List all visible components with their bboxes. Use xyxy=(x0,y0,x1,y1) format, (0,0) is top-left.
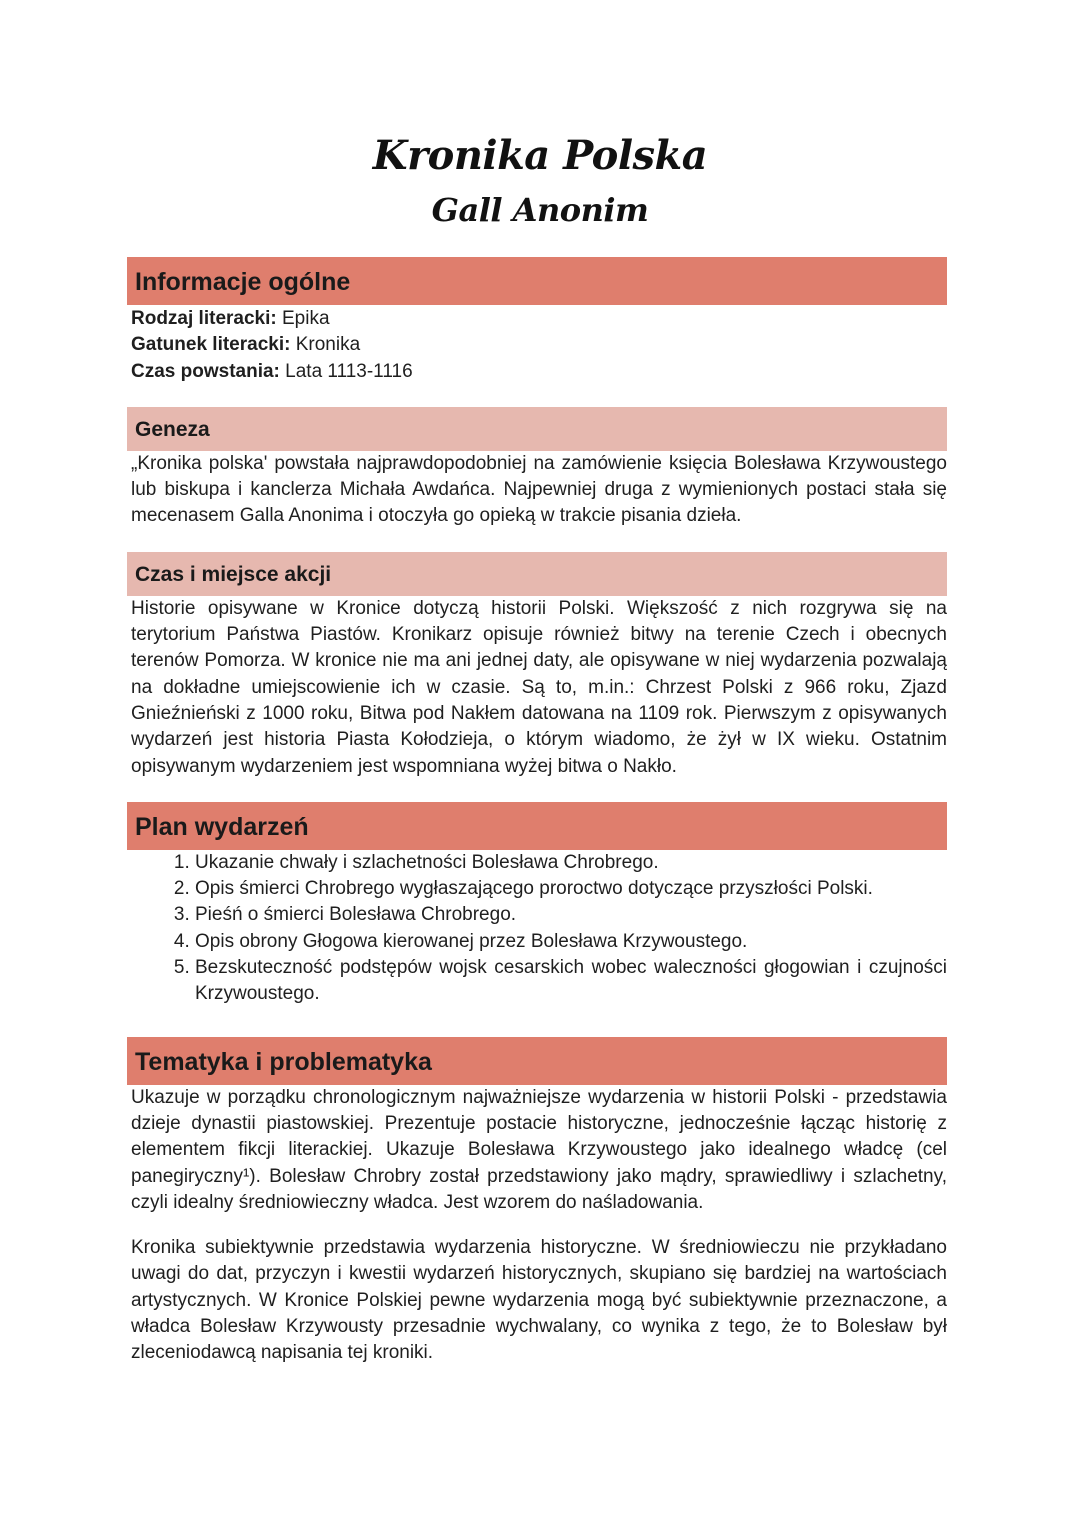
info-value: Lata 1113-1116 xyxy=(279,360,413,382)
list-item: 2. Opis śmierci Chrobrego wygłaszającego proroctwo dotyczące przyszłości Polski. xyxy=(195,876,947,902)
section-heading-geneza: Geneza xyxy=(127,407,947,451)
list-item: 3. Pieśń o śmierci Bolesława Chrobrego. xyxy=(195,902,947,928)
list-item: 4. Opis obrony Głogowa kierowanej przez Bolesława Krzywoustego. xyxy=(195,929,947,955)
section-heading-tematyka: Tematyka i problematyka xyxy=(127,1037,947,1085)
czas-paragraph: Historie opisywane w Kronice dotyczą historii Polski. Większość z nich rozgrywa się na terytorium Państwa Piastów. Kronikarz opisuje również bitwy na terenie Czech i obecnych terenów Pomorza. W kronice nie ma ani jednej daty, ale opisywane w niej wydarzenia pozwalają na dokładne umiejscowienie ich w czasie. Są to, m.in.: Chrzest Polski z 966 roku, Zjazd Gnieźnieński z 1000 roku, Bitwa pod Nakłem datowana na 1109 rok. Pierwszym z opisywanych wydarzeń jest historia Piasta Kołodzieja, o którym wiadomo, że żył w IX wieku. Ostatnim opisywanym wydarzeniem jest wspomniana wyżej bitwa o Nakło. xyxy=(131,597,947,777)
info-row-genre xyxy=(131,332,947,358)
info-value: Kronika xyxy=(290,334,361,356)
section-heading-info: Informacje ogólne xyxy=(127,257,947,305)
tematyka-paragraph-1: Ukazuje w porządku chronologicznym najważniejsze wydarzenia w historii Polski - przedstawia dzieje dynastii piastowskiej. Prezentuje postacie historyczne, jednocześnie łącząc historię z elementem fikcji literackiej. Ukazuje Bolesława Krzywoustego jako idealnego władcę (cel panegiryczny¹). Bolesław Chrobry został przedstawiony jako mądry, sprawiedliwy i szlachetny, czyli idealny średniowieczny władca. Jest wzorem do naśladowania. xyxy=(131,1086,947,1213)
info-value: Epika xyxy=(276,308,330,329)
document-body xyxy=(127,257,947,1367)
info-row-date xyxy=(131,359,947,385)
section-heading-czas: Czas i miejsce akcji xyxy=(127,552,947,596)
tematyka-paragraph-2: Kronika subiektywnie przedstawia wydarzenia historyczne. W średniowieczu nie przykładano uwagi do dat, przyczyn i kwestii wydarzeń historycznych, skupiano się bardziej na wartościach artystycznych. W Kronice Polskiej pewne wydarzenia mogą być subiektywnie przeznaczone, a władca Bolesław Krzywousty przesadnie wychwalany, co wynika z tego, że to Bolesław był zleceniodawcą napisania tej kroniki. xyxy=(131,1237,947,1364)
info-label: Gatunek literacki: xyxy=(131,334,291,356)
list-item: 1. Ukazanie chwały i szlachetności Bolesława Chrobrego. xyxy=(195,850,947,876)
document-title: Kronika Polska xyxy=(372,132,708,179)
info-block xyxy=(127,305,947,385)
document-author: Gall Anonim xyxy=(431,191,649,229)
info-row-genre-kind xyxy=(131,306,947,332)
section-heading-plan: Plan wydarzeń xyxy=(127,802,947,850)
list-item: 5. Bezskuteczność podstępów wojsk cesarskich wobec waleczności głogowian i czujności Krzywoustego. xyxy=(195,955,947,1008)
plan-list xyxy=(127,850,947,1008)
geneza-paragraph: „Kronika polska' powstała najprawdopodobniej na zamówienie księcia Bolesława Krzywoustego lub biskupa i kanclerza Michała Awdańca. Najpewniej druga z wymienionych postaci stała się mecenasem Galla Anonima i otoczyła go opieką w trakcie pisania dzieła. xyxy=(131,452,947,527)
info-label: Czas powstania: xyxy=(131,360,280,382)
info-label: Rodzaj literacki: xyxy=(131,308,277,329)
